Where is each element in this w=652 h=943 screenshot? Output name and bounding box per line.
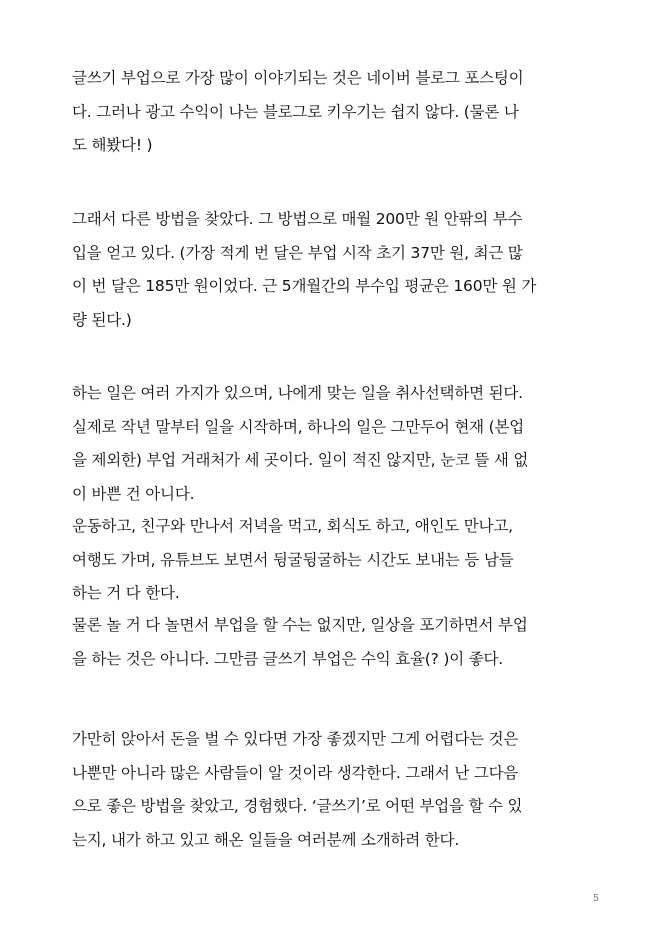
text-line: 입을 얻고 있다. (가장 적게 번 달은 부업 시작 초기 37만 원, 최근 많 bbox=[72, 243, 523, 262]
text-line: 도 해봤다! ) bbox=[72, 136, 153, 154]
text-line: 글쓰기 부업으로 가장 많이 이야기되는 것은 네이버 블로그 포스팅이 bbox=[72, 69, 524, 87]
page-number: 5 bbox=[593, 893, 599, 904]
paragraph-2 bbox=[72, 203, 572, 337]
text-line: 이 번 달은 185만 원이었다. 근 5개월간의 부수입 평균은 160만 원 가 bbox=[72, 277, 537, 295]
paragraph-5 bbox=[72, 609, 572, 676]
text-line: 그래서 다른 방법을 찾았다. 그 방법으로 매월 200만 원 안팎의 부수 bbox=[72, 210, 523, 228]
text-line: 량 된다.) bbox=[72, 310, 132, 329]
paragraph-4 bbox=[72, 510, 572, 611]
paragraph-6 bbox=[72, 723, 572, 857]
text-line: 가만히 앉아서 돈을 벌 수 있다면 가장 좋겠지만 그게 어렵다는 것은 bbox=[72, 730, 519, 748]
text-line: 는지, 내가 하고 있고 해온 일들을 여러분께 소개하려 한다. bbox=[72, 830, 460, 849]
text-line: 으로 좋은 방법을 찾았고, 경험했다. ‘글쓰기’로 어떤 부업을 할 수 있 bbox=[72, 797, 523, 815]
text-line: 하는 일은 여러 가지가 있으며, 나에게 맞는 일을 취사선택하면 된다. bbox=[72, 384, 523, 402]
text-line: 운동하고, 친구와 만나서 저녁을 먹고, 회식도 하고, 애인도 만나고, bbox=[72, 517, 513, 535]
paragraph-1 bbox=[72, 62, 572, 163]
text-line: 물론 놀 거 다 놀면서 부업을 할 수는 없지만, 일상을 포기하면서 부업 bbox=[72, 616, 528, 634]
text-line: 하는 거 다 한다. bbox=[72, 584, 180, 602]
text-line: 여행도 가며, 유튜브도 보면서 뒹굴뒹굴하는 시간도 보내는 등 남들 bbox=[72, 550, 514, 569]
text-line: 실제로 작년 말부터 일을 시작하며, 하나의 일은 그만두어 현재 (본업 bbox=[72, 417, 524, 436]
text-line: 나뿐만 아니라 많은 사람들이 알 것이라 생각한다. 그래서 난 그다음 bbox=[72, 763, 519, 782]
text-line: 이 바쁜 건 아니다. bbox=[72, 484, 195, 503]
paragraph-3 bbox=[72, 377, 572, 511]
text-line: 다. 그러나 광고 수익이 나는 블로그로 키우기는 쉽지 않다. (물론 나 bbox=[72, 102, 519, 121]
text-line: 을 제외한) 부업 거래처가 세 곳이다. 일이 적진 않지만, 눈코 뜰 새 없 bbox=[72, 451, 529, 469]
text-line: 을 하는 것은 아니다. 그만큼 글쓰기 부업은 수익 효율(? )이 좋다. bbox=[72, 649, 503, 668]
